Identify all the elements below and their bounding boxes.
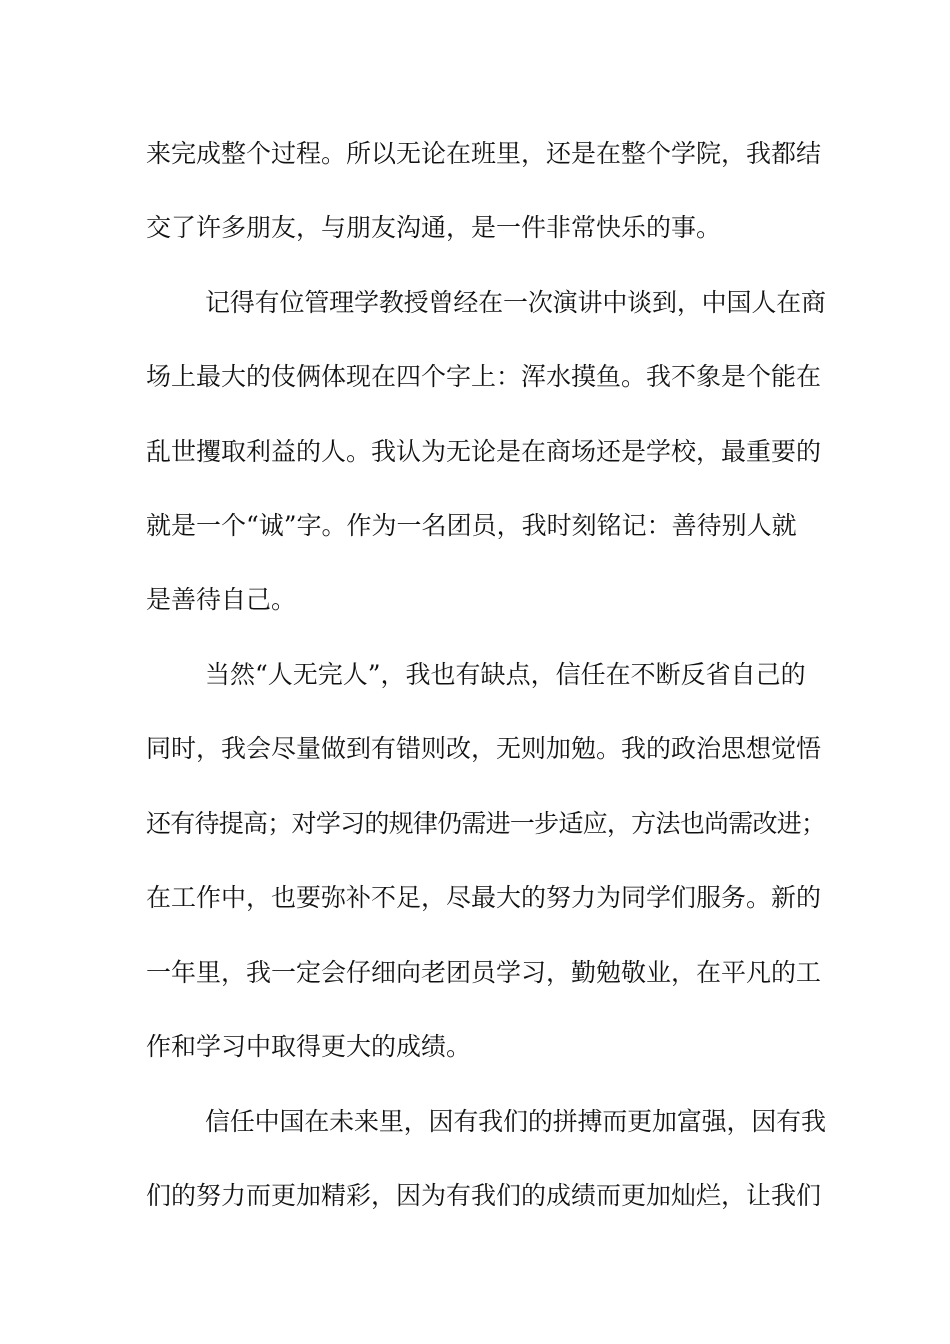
text-line: 作和学习中取得更大的成绩。 bbox=[146, 1032, 472, 1061]
text-line: 来完成整个过程。所以无论在班里，还是在整个学院，我都结 bbox=[146, 139, 822, 168]
text-line: 在工作中，也要弥补不足，尽最大的努力为同学们服务。新的 bbox=[146, 883, 822, 912]
text-line: 还有待提高；对学习的规律仍需进一步适应，方法也尚需改进； bbox=[146, 809, 826, 838]
text-line: 同时，我会尽量做到有错则改，无则加勉。我的政治思想觉悟 bbox=[146, 734, 822, 763]
paragraph-start-line: 信任中国在未来里，因有我们的拼搏而更加富强，因有我 bbox=[205, 1107, 826, 1136]
paragraph-start-line: 记得有位管理学教授曾经在一次演讲中谈到，中国人在商 bbox=[205, 288, 826, 317]
text-line: 一年里，我一定会仔细向老团员学习，勤勉敬业，在平凡的工 bbox=[146, 958, 822, 987]
text-line: 就是一个“诚”字。作为一名团员，我时刻铭记：善待别人就 bbox=[146, 511, 797, 540]
paragraph-start-line: 当然“人无完人”，我也有缺点，信任在不断反省自己的 bbox=[205, 660, 806, 689]
text-line: 交了许多朋友，与朋友沟通，是一件非常快乐的事。 bbox=[146, 213, 722, 242]
text-line: 是善待自己。 bbox=[146, 585, 297, 614]
text-line: 场上最大的伎俩体现在四个字上：浑水摸鱼。我不象是个能在 bbox=[146, 362, 822, 391]
text-line: 乱世攫取利益的人。我认为无论是在商场还是学校，最重要的 bbox=[146, 437, 822, 466]
text-line: 们的努力而更加精彩，因为有我们的成绩而更加灿烂，让我们 bbox=[146, 1181, 822, 1210]
